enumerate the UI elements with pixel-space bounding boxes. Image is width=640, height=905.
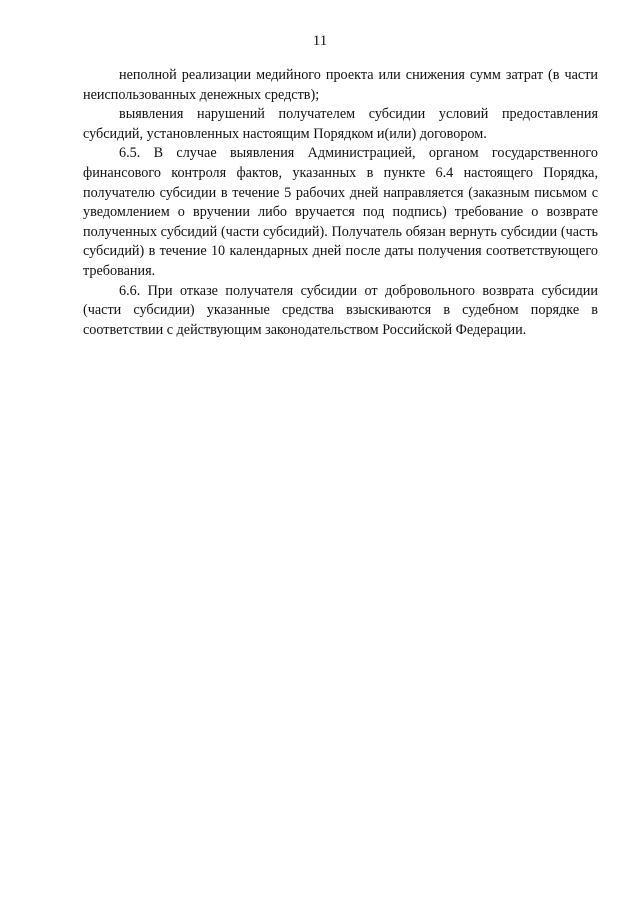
paragraph-6-5: 6.5. В случае выявления Администрацией, органом государственного финансового контроля фактов, указанных в пункте 6.4 настоящего Порядка, получателю субсидии в течение 5 рабочих дней направляется (заказным письмом с уведомлением о вручении либо вручается под подпись) требование о возврате полученных субсидий (части субсидий). Получатель обязан вернуть субсидии (часть субсидий) в течение 10 календарных дней после даты получения соответствующего требования. xyxy=(83,145,598,279)
page-number: 11 xyxy=(312,33,328,49)
paragraph-incomplete-project: неполной реализации медийного проекта или снижения сумм затрат (в части неиспользованных денежных средств); xyxy=(83,67,598,103)
paragraph-6-6: 6.6. При отказе получателя субсидии от добровольного возврата субсидии (части субсидии) указанные средства взыскиваются в судебном порядке в соответствии с действующим законодательством Российской Федерации. xyxy=(83,282,598,338)
document-body xyxy=(83,66,598,340)
paragraph-violations: выявления нарушений получателем субсидии условий предоставления субсидий, установленных настоящим Порядком и(или) договором. xyxy=(83,106,598,142)
